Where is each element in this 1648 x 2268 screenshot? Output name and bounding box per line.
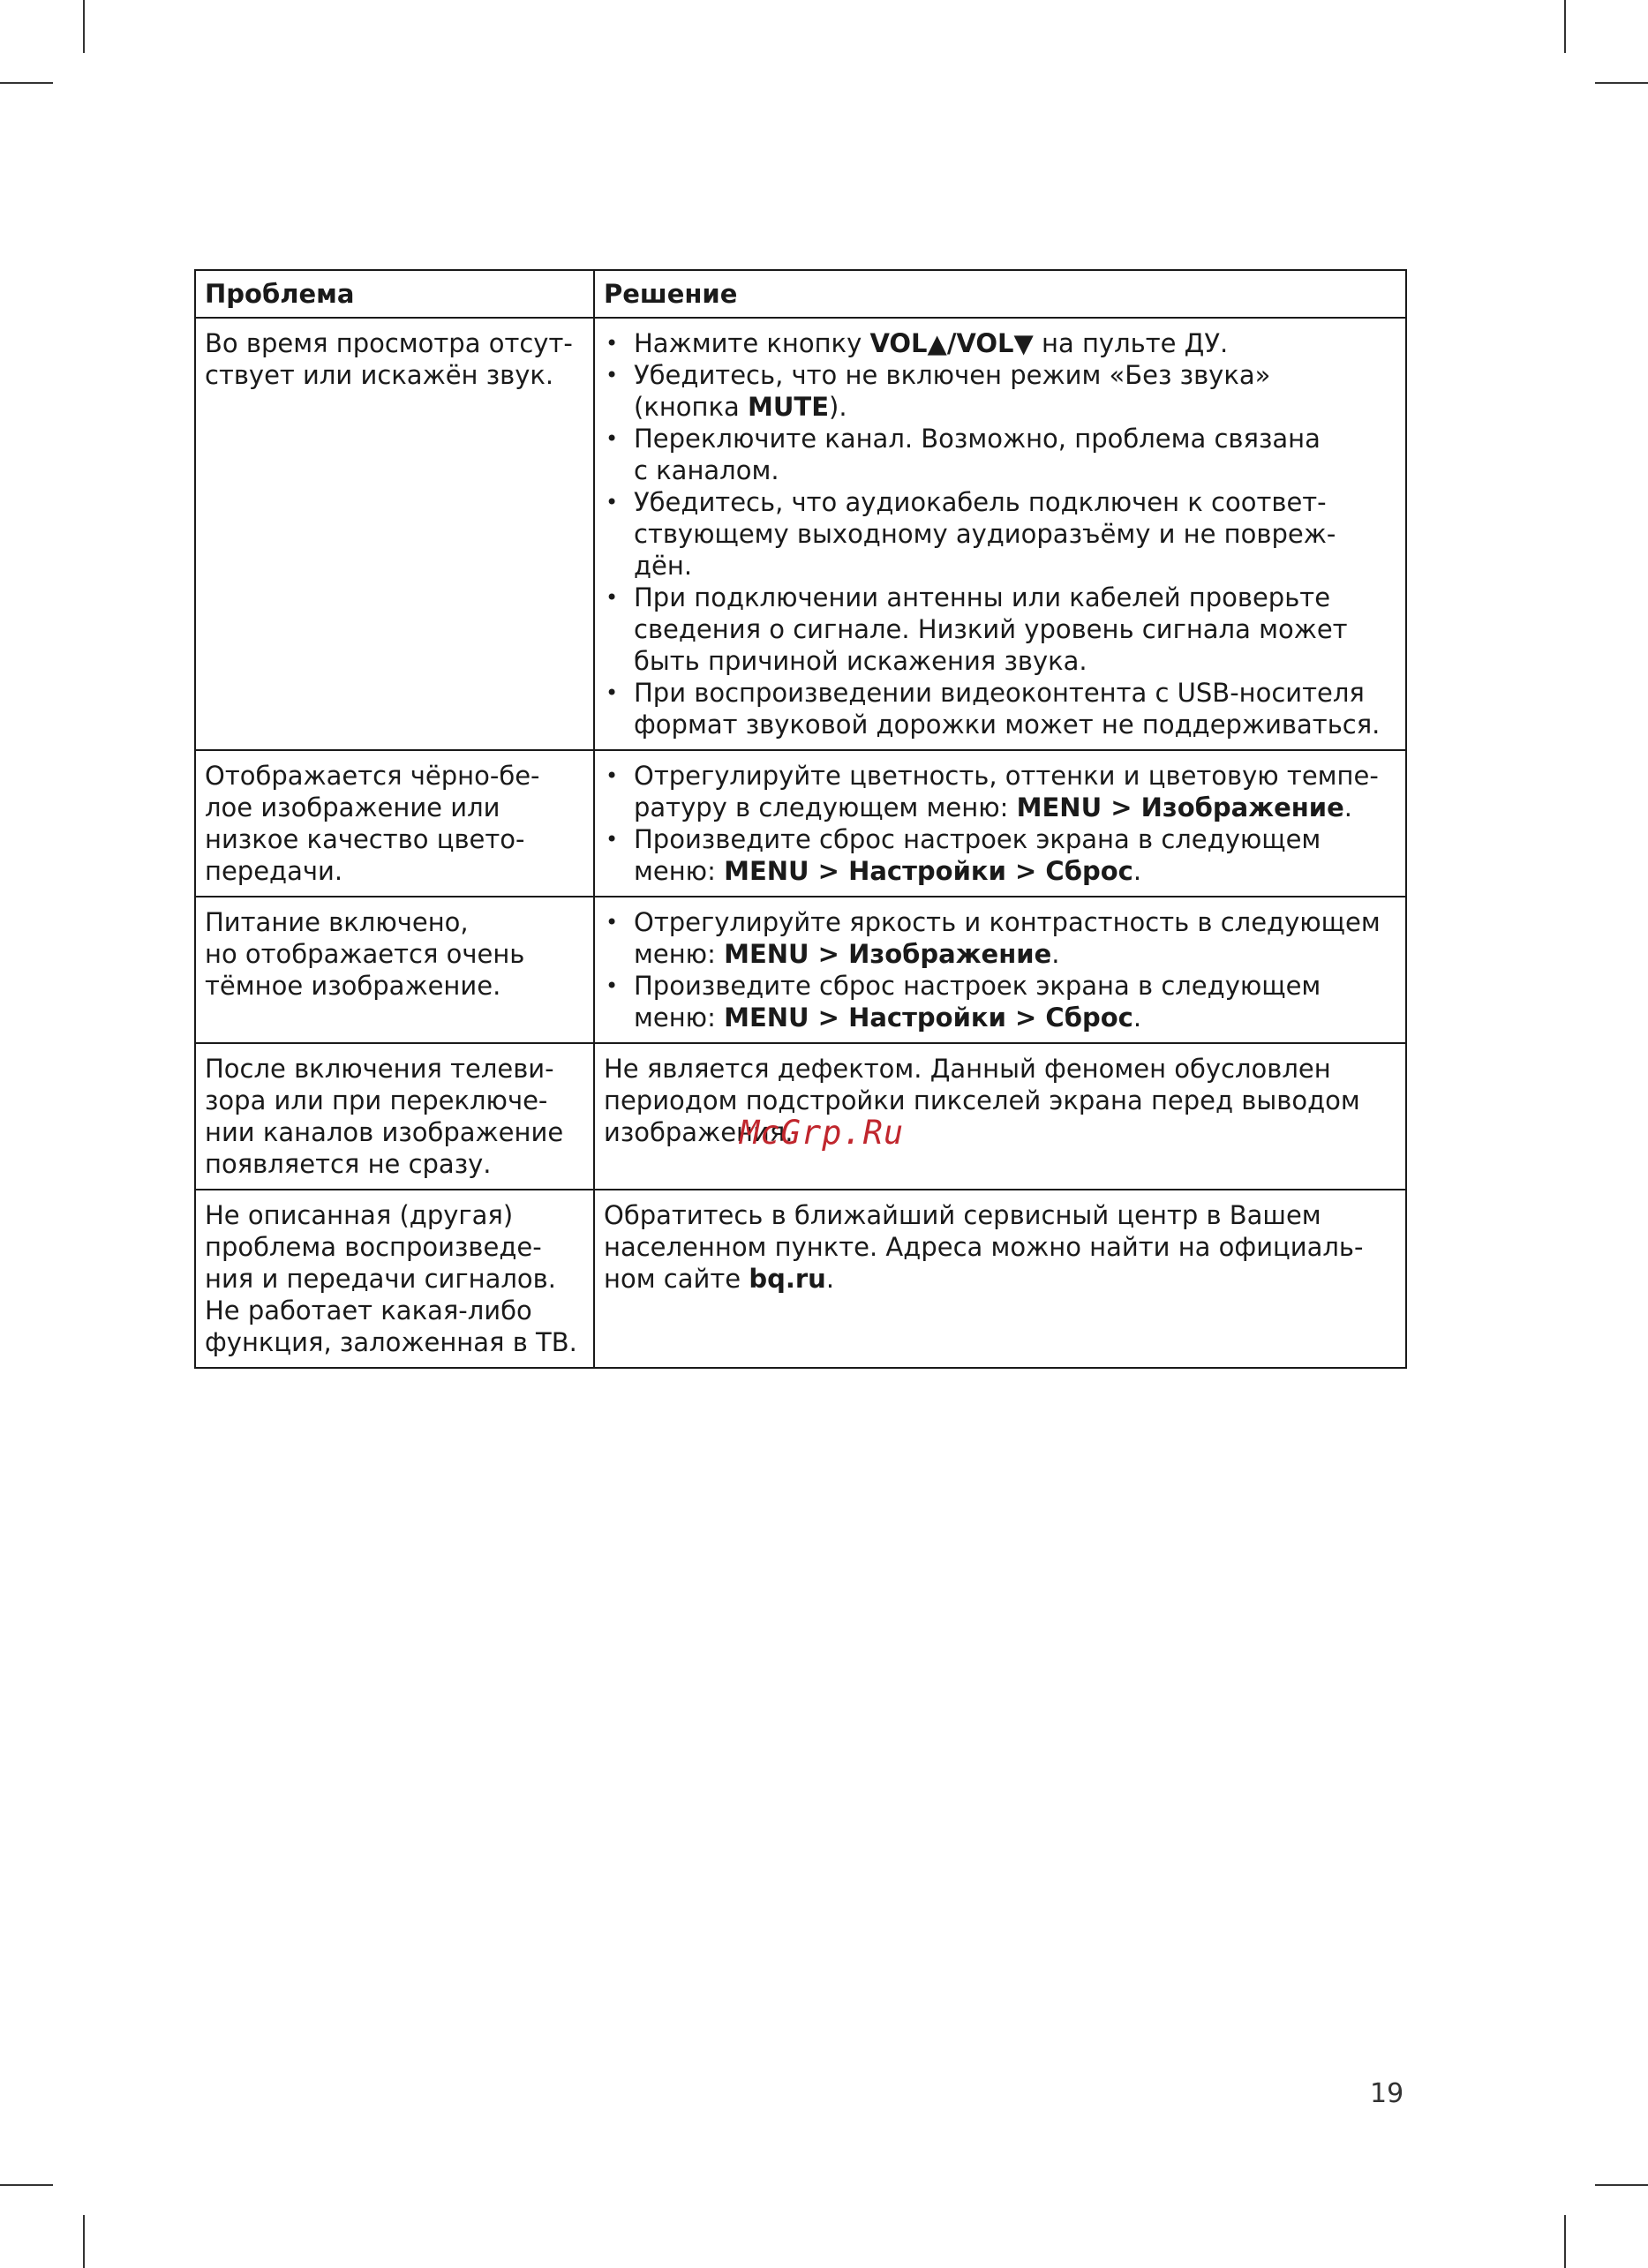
- table-row: [195, 897, 1406, 1043]
- solution-item: [604, 970, 1396, 1033]
- text-run: .: [1343, 792, 1352, 822]
- crop-mark: [83, 0, 85, 53]
- text-run: Убедитесь, что аудиокабель подключен к соответ- ствующему выходному аудиоразъёму и не повреж- дён.: [634, 487, 1336, 581]
- solution-item: [604, 423, 1396, 486]
- problem-text: Не описанная (другая) проблема воспроизведе- ния и передачи сигналов. Не работает какая-либо функция, заложенная в ТВ.: [205, 1200, 577, 1357]
- text-run: .: [1133, 856, 1142, 886]
- table-row: [195, 750, 1406, 897]
- text-run: Нажмите кнопку: [634, 328, 870, 358]
- text-run: .: [825, 1264, 835, 1294]
- text-run: на пульте ДУ.: [1033, 328, 1229, 358]
- text-run: Отрегулируйте цветность, оттенки и цветовую темпе- ратуру в следующем меню:: [634, 761, 1379, 822]
- text-run: Отрегулируйте яркость и контрастность в следующем меню:: [634, 907, 1381, 969]
- crop-mark: [0, 82, 53, 84]
- watermark: McGrp.Ru: [740, 1114, 905, 1152]
- crop-mark: [1595, 2184, 1648, 2186]
- problem-cell: [195, 318, 594, 750]
- text-run: Не является дефектом. Данный феномен обусловлен периодом подстройки пикселей экрана перед выводом изображения.: [604, 1054, 1360, 1147]
- table-row: [195, 1190, 1406, 1368]
- solution-item: [604, 760, 1396, 823]
- problem-cell: [195, 750, 594, 897]
- solution-text: [604, 1199, 1396, 1295]
- solution-item: [604, 359, 1396, 423]
- bold-term: MUTE: [748, 392, 829, 422]
- text-run: ).: [829, 392, 847, 422]
- crop-mark: [83, 2215, 85, 2268]
- bold-term: MENU > Изображение: [724, 939, 1052, 969]
- solution-list: [604, 760, 1396, 887]
- solution-item: [604, 582, 1396, 677]
- page-number: 19: [1370, 2078, 1404, 2109]
- solution-item: [604, 677, 1396, 740]
- problem-cell: [195, 1043, 594, 1190]
- text-run: При воспроизведении видеоконтента с USB-носителя формат звуковой дорожки может не поддерживаться.: [634, 678, 1381, 740]
- problem-text: Питание включено, но отображается очень тёмное изображение.: [205, 907, 525, 1001]
- bold-term: bq.ru: [749, 1264, 826, 1294]
- text-run: При подключении антенны или кабелей проверьте сведения о сигнале. Низкий уровень сигнала может быть причиной искажения звука.: [634, 582, 1348, 676]
- problem-text: Отображается чёрно-бе- лое изображение или низкое качество цвето- передачи.: [205, 761, 540, 886]
- table-row: [195, 318, 1406, 750]
- text-run: Обратитесь в ближайший сервисный центр в Вашем населенном пункте. Адреса можно найти на официаль- ном сайте: [604, 1200, 1364, 1294]
- solution-item: [604, 486, 1396, 582]
- solution-item: [604, 823, 1396, 887]
- bold-term: MENU > Изображение: [1016, 792, 1344, 822]
- text-run: Произведите сброс настроек экрана в следующем меню:: [634, 824, 1321, 886]
- solution-list: [604, 327, 1396, 740]
- problem-cell: [195, 1190, 594, 1368]
- header-solution: Решение: [594, 270, 1406, 318]
- solution-text: [604, 1053, 1396, 1148]
- bold-term: MENU > Настройки > Сброс: [724, 856, 1133, 886]
- text-run: .: [1051, 939, 1060, 969]
- text-run: Произведите сброс настроек экрана в следующем меню:: [634, 971, 1321, 1033]
- problem-text: После включения телеви- зора или при переключе- нии каналов изображение появляется не сразу.: [205, 1054, 564, 1179]
- problem-text: Во время просмотра отсут- ствует или искажён звук.: [205, 328, 573, 390]
- header-problem: Проблема: [195, 270, 594, 318]
- troubleshooting-table: [194, 269, 1407, 1369]
- bold-term: VOL▲/VOL▼: [869, 328, 1034, 358]
- solution-item: [604, 327, 1396, 359]
- solution-list: [604, 906, 1396, 1033]
- crop-mark: [1564, 2215, 1566, 2268]
- solution-cell: [594, 1043, 1406, 1190]
- crop-mark: [1595, 82, 1648, 84]
- solution-cell: [594, 897, 1406, 1043]
- crop-mark: [0, 2184, 53, 2186]
- solution-cell: [594, 318, 1406, 750]
- table-header-row: [195, 270, 1406, 318]
- text-run: Переключите канал. Возможно, проблема связана с каналом.: [634, 424, 1321, 485]
- crop-mark: [1564, 0, 1566, 53]
- problem-cell: [195, 897, 594, 1043]
- text-run: Убедитесь, что не включен режим «Без звука» (кнопка: [634, 360, 1271, 422]
- solution-cell: [594, 750, 1406, 897]
- solution-item: [604, 906, 1396, 970]
- text-run: .: [1133, 1003, 1142, 1033]
- solution-cell: [594, 1190, 1406, 1368]
- bold-term: MENU > Настройки > Сброс: [724, 1003, 1133, 1033]
